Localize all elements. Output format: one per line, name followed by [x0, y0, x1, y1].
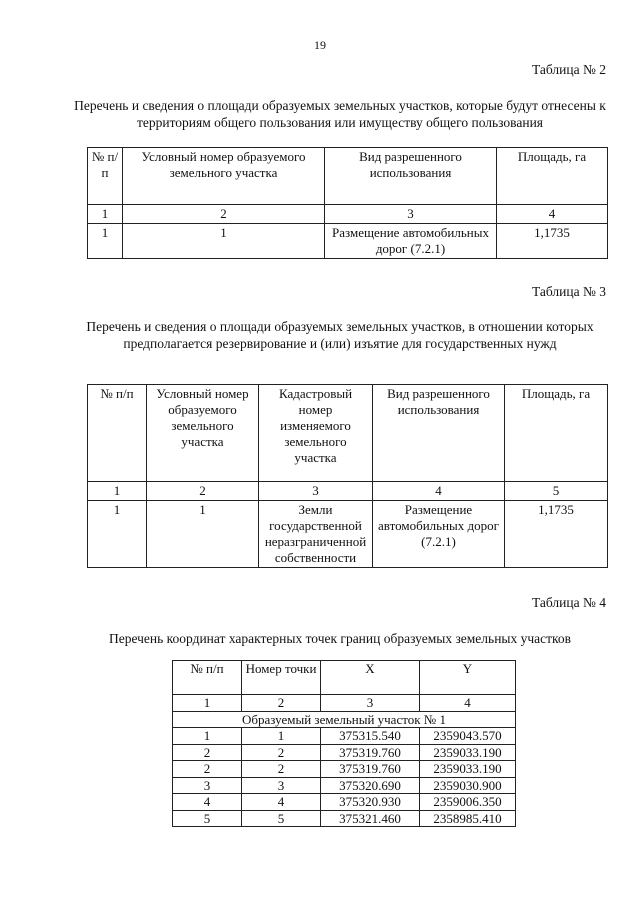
table-section-row: [173, 711, 516, 728]
table-cell: 3: [325, 205, 497, 224]
header-cell: X: [321, 661, 420, 695]
header-cell: Номер точки: [242, 661, 321, 695]
table-header-row: [173, 661, 516, 695]
table-cell: 1: [123, 224, 325, 259]
table-cell: 2: [123, 205, 325, 224]
table-cell: 2: [242, 761, 321, 778]
table-cell: 5: [505, 482, 608, 501]
table-row: [173, 777, 516, 794]
table-cell: 1: [88, 482, 147, 501]
table-cell: 1: [147, 501, 259, 568]
table-cell: 375320.690: [321, 777, 420, 794]
table-cell: 5: [173, 810, 242, 827]
table-cell: 1: [242, 728, 321, 745]
table-cell: 4: [242, 794, 321, 811]
page-number: 19: [314, 38, 326, 52]
header-cell: Вид разрешенного использования: [325, 148, 497, 205]
table-cell: 4: [420, 695, 516, 712]
table-cell: 1: [88, 205, 123, 224]
table4: [172, 660, 516, 827]
table-cell: 3: [242, 777, 321, 794]
table-cell: 1: [88, 501, 147, 568]
table-row: [173, 810, 516, 827]
table-numbering-row: [88, 482, 608, 501]
header-cell: Условный номер образуемого земельного участка: [123, 148, 325, 205]
table-cell: 3: [259, 482, 373, 501]
table3-heading: Перечень и сведения о площади образуемых земельных участков, в отношении которых предполагается резервирование и (или) изъятие для государственных нужд: [86, 319, 594, 351]
table-row: [173, 744, 516, 761]
table4-label: Таблица № 4: [532, 595, 606, 610]
table-cell: 2: [173, 761, 242, 778]
table-cell: 375321.460: [321, 810, 420, 827]
table-cell: 2359030.900: [420, 777, 516, 794]
table2: [87, 147, 608, 259]
table-row: [88, 224, 608, 259]
table-cell: 375320.930: [321, 794, 420, 811]
table-cell: 2359006.350: [420, 794, 516, 811]
table-cell: 2359043.570: [420, 728, 516, 745]
table-cell: 375319.760: [321, 761, 420, 778]
header-cell: № п/п: [173, 661, 242, 695]
table-row: [173, 794, 516, 811]
header-cell: Площадь, га: [497, 148, 608, 205]
table-cell: Земли государственной неразграниченной собственности: [259, 501, 373, 568]
table-row: [173, 761, 516, 778]
header-cell: Кадастровый номер изменяемого земельного участка: [259, 385, 373, 482]
table-cell: 5: [242, 810, 321, 827]
header-cell: Условный номер образуемого земельного участка: [147, 385, 259, 482]
table2-heading: Перечень и сведения о площади образуемых земельных участков, которые будут отнесены к территориям общего пользования или имуществу общего пользования: [74, 98, 606, 130]
table-cell: 375319.760: [321, 744, 420, 761]
table-row: [173, 728, 516, 745]
table-cell: 1: [173, 728, 242, 745]
table-cell: 2359033.190: [420, 761, 516, 778]
table-header-row: [88, 148, 608, 205]
header-cell: Вид разрешенного использования: [373, 385, 505, 482]
table3-label: Таблица № 3: [532, 284, 606, 299]
table-cell: 3: [321, 695, 420, 712]
table2-label: Таблица № 2: [532, 62, 606, 77]
table-cell: 2359033.190: [420, 744, 516, 761]
header-cell: № п/п: [88, 148, 123, 205]
table-cell: 4: [173, 794, 242, 811]
table-cell: 4: [497, 205, 608, 224]
table-cell: 4: [373, 482, 505, 501]
table-cell: 2: [147, 482, 259, 501]
table-cell: 2: [242, 695, 321, 712]
table4-heading: Перечень координат характерных точек границ образуемых земельных участков: [108, 631, 572, 646]
table-cell: Размещение автомобильных дорог (7.2.1): [325, 224, 497, 259]
table-row: [88, 501, 608, 568]
header-cell: Y: [420, 661, 516, 695]
table-cell: 2358985.410: [420, 810, 516, 827]
table-cell: 3: [173, 777, 242, 794]
header-cell: Площадь, га: [505, 385, 608, 482]
table-cell: 375315.540: [321, 728, 420, 745]
section-title: Образуемый земельный участок № 1: [173, 711, 516, 728]
table-header-row: [88, 385, 608, 482]
table-cell: 1: [88, 224, 123, 259]
table-cell: 2: [173, 744, 242, 761]
table-numbering-row: [173, 695, 516, 712]
table-cell: 2: [242, 744, 321, 761]
table-cell: 1,1735: [497, 224, 608, 259]
table-numbering-row: [88, 205, 608, 224]
table-cell: 1: [173, 695, 242, 712]
table-cell: 1,1735: [505, 501, 608, 568]
table3: [87, 384, 608, 568]
header-cell: № п/п: [88, 385, 147, 482]
table-cell: Размещение автомобильных дорог (7.2.1): [373, 501, 505, 568]
